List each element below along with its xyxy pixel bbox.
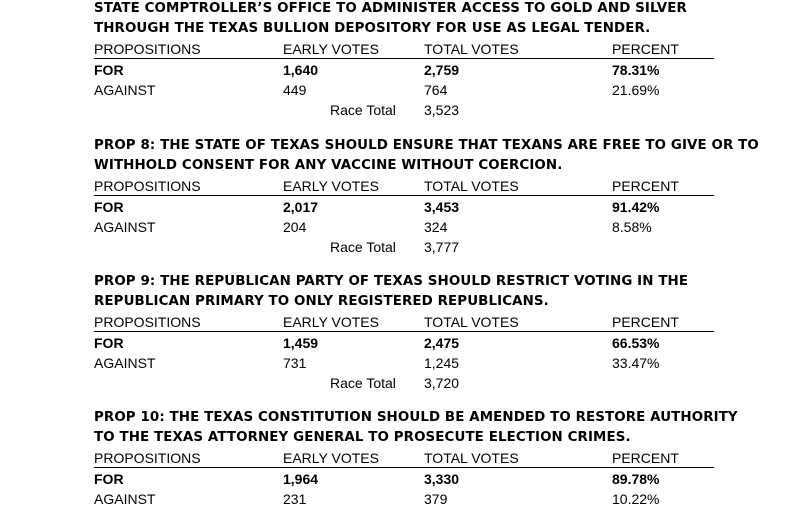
total-votes-value: 379 <box>424 491 448 507</box>
results-section-gold-silver <box>94 0 714 120</box>
results-section-prop-8 <box>94 136 759 257</box>
heading-line: PROP 10: THE TEXAS CONSTITUTION SHOULD BE AMENDED TO RESTORE AUTHORITY <box>94 410 738 425</box>
heading-line: THROUGH THE TEXAS BULLION DEPOSITORY FOR USE AS LEGAL TENDER. <box>94 21 651 36</box>
percent-value: 78.31% <box>612 62 660 78</box>
table-row-for <box>94 197 714 217</box>
total-votes-value: 764 <box>424 82 448 98</box>
option-label: AGAINST <box>94 82 156 98</box>
heading-line: WITHHOLD CONSENT FOR ANY VACCINE WITHOUT COERCION. <box>94 158 563 173</box>
percent-value: 21.69% <box>612 82 660 98</box>
table-row-against <box>94 80 714 100</box>
heading-line: PROP 9: THE REPUBLICAN PARTY OF TEXAS SHOULD RESTRICT VOTING IN THE <box>94 274 689 289</box>
early-votes-value: 449 <box>283 82 307 98</box>
table-row-against <box>94 489 714 509</box>
results-section-prop-9 <box>94 272 714 393</box>
total-votes-value: 3,453 <box>424 199 460 215</box>
column-header-early-votes: EARLY VOTES <box>283 450 379 466</box>
option-label: FOR <box>94 471 124 487</box>
section-heading <box>94 272 714 312</box>
percent-value: 8.58% <box>612 219 652 235</box>
table-header-row <box>94 312 714 332</box>
early-votes-value: 204 <box>283 219 307 235</box>
total-votes-value: 2,759 <box>424 62 460 78</box>
heading-line: REPUBLICAN PRIMARY TO ONLY REGISTERED REPUBLICANS. <box>94 294 549 309</box>
race-total-value: 3,720 <box>424 375 460 391</box>
column-header-total-votes: TOTAL VOTES <box>424 178 519 194</box>
option-label: FOR <box>94 335 124 351</box>
column-header-propositions: PROPOSITIONS <box>94 178 201 194</box>
option-label: AGAINST <box>94 491 156 507</box>
column-header-early-votes: EARLY VOTES <box>283 314 379 330</box>
section-heading <box>94 408 738 448</box>
column-header-percent: PERCENT <box>612 314 679 330</box>
column-header-early-votes: EARLY VOTES <box>283 178 379 194</box>
table-row-for <box>94 60 714 80</box>
results-section-prop-10 <box>94 408 738 509</box>
heading-line: STATE COMPTROLLER’S OFFICE TO ADMINISTER ACCESS TO GOLD AND SILVER <box>94 1 687 16</box>
total-votes-value: 3,330 <box>424 471 460 487</box>
column-header-propositions: PROPOSITIONS <box>94 450 201 466</box>
early-votes-value: 2,017 <box>283 199 319 215</box>
race-total-row <box>94 100 714 120</box>
column-header-percent: PERCENT <box>612 450 679 466</box>
race-total-label: Race Total <box>330 239 396 255</box>
heading-line: PROP 8: THE STATE OF TEXAS SHOULD ENSURE THAT TEXANS ARE FREE TO GIVE OR TO <box>94 138 759 153</box>
table-header-row <box>94 39 714 59</box>
column-header-percent: PERCENT <box>612 178 679 194</box>
option-label: AGAINST <box>94 355 156 371</box>
column-header-percent: PERCENT <box>612 41 679 57</box>
race-total-label: Race Total <box>330 102 396 118</box>
race-total-label: Race Total <box>330 375 396 391</box>
column-header-total-votes: TOTAL VOTES <box>424 450 519 466</box>
early-votes-value: 731 <box>283 355 307 371</box>
race-total-row <box>94 237 714 257</box>
table-row-for <box>94 333 714 353</box>
race-total-row <box>94 373 714 393</box>
section-heading <box>94 136 759 176</box>
total-votes-value: 1,245 <box>424 355 460 371</box>
column-header-total-votes: TOTAL VOTES <box>424 314 519 330</box>
early-votes-value: 231 <box>283 491 307 507</box>
table-row-against <box>94 217 714 237</box>
column-header-total-votes: TOTAL VOTES <box>424 41 519 57</box>
option-label: FOR <box>94 62 124 78</box>
column-header-early-votes: EARLY VOTES <box>283 41 379 57</box>
early-votes-value: 1,964 <box>283 471 319 487</box>
percent-value: 33.47% <box>612 355 660 371</box>
option-label: FOR <box>94 199 124 215</box>
heading-line: TO THE TEXAS ATTORNEY GENERAL TO PROSECUTE ELECTION CRIMES. <box>94 430 631 445</box>
table-header-row <box>94 176 714 196</box>
race-total-value: 3,523 <box>424 102 460 118</box>
section-heading <box>94 0 714 39</box>
race-total-value: 3,777 <box>424 239 460 255</box>
table-row-for <box>94 469 714 489</box>
early-votes-value: 1,640 <box>283 62 319 78</box>
total-votes-value: 324 <box>424 219 448 235</box>
percent-value: 10.22% <box>612 491 660 507</box>
option-label: AGAINST <box>94 219 156 235</box>
column-header-propositions: PROPOSITIONS <box>94 41 201 57</box>
percent-value: 66.53% <box>612 335 660 351</box>
percent-value: 91.42% <box>612 199 660 215</box>
column-header-propositions: PROPOSITIONS <box>94 314 201 330</box>
table-row-against <box>94 353 714 373</box>
percent-value: 89.78% <box>612 471 660 487</box>
early-votes-value: 1,459 <box>283 335 319 351</box>
total-votes-value: 2,475 <box>424 335 460 351</box>
table-header-row <box>94 448 714 468</box>
